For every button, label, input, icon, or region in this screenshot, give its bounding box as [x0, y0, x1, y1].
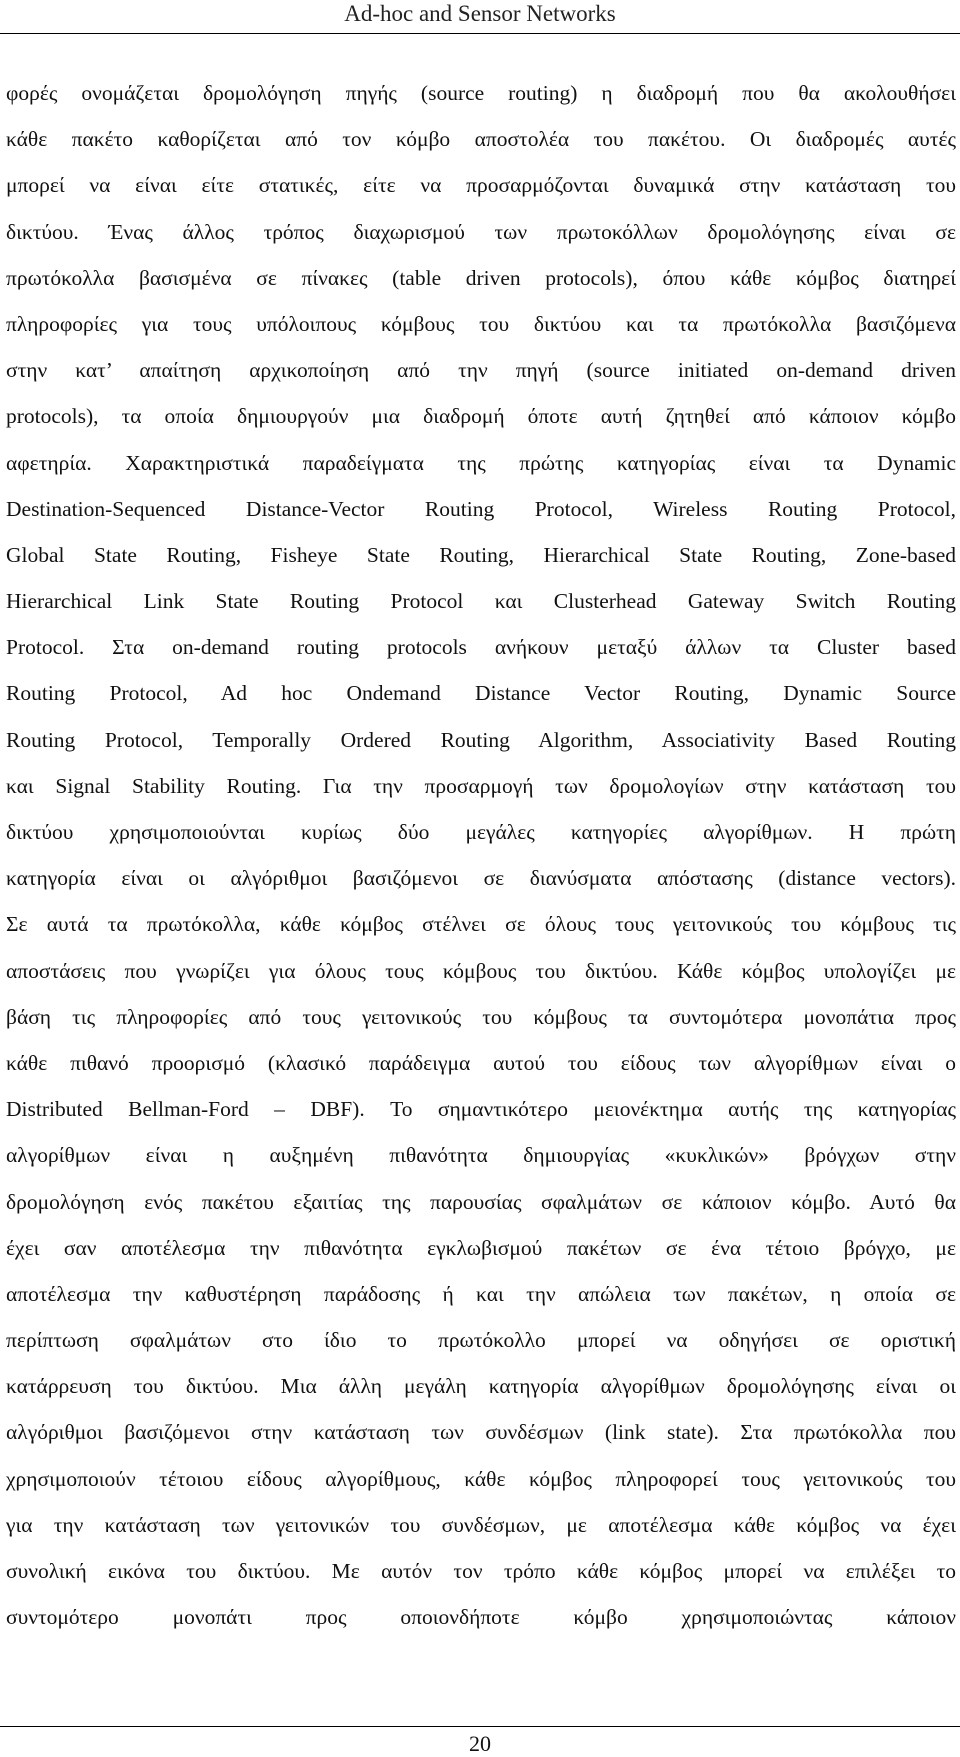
body-paragraph: [6, 70, 956, 1640]
text-line: αλγορίθμων είναι η αυξημένη πιθανότητα δημιουργίας «κυκλικών» βρόγχων στην: [6, 1143, 956, 1168]
text-line: συντομότερο μονοπάτι προς οποιονδήποτε κόμβο χρησιμοποιώντας κάποιον: [6, 1605, 956, 1630]
text-line: δρομολόγηση ενός πακέτου εξαιτίας της παρουσίας σφαλμάτων σε κάποιον κόμβο. Αυτό θα: [6, 1189, 956, 1214]
text-line: κατηγορία είναι οι αλγόριθμοι βασιζόμενοι σε διανύσματα απόστασης (distance vectors).: [6, 866, 956, 891]
text-line: συνολική εικόνα του δικτύου. Με αυτόν τον τρόπο κάθε κόμβος μπορεί να επιλέξει το: [6, 1559, 956, 1583]
text-line: πρωτόκολλα βασισμένα σε πίνακες (table driven protocols), όπου κάθε κόμβος διατηρεί: [6, 265, 956, 290]
text-line: κατάρρευση του δικτύου. Μια άλλη μεγάλη κατηγορία αλγορίθμων δρομολόγησης είναι οι: [6, 1374, 956, 1399]
text-line: έχει σαν αποτέλεσμα την πιθανότητα εγκλωβισμού πακέτων σε ένα τέτοιο βρόγχο, με: [6, 1235, 956, 1260]
text-line: Distributed Bellman-Ford – DBF). Το σημαντικότερο μειονέκτημα αυτής της κατηγορίας: [6, 1097, 956, 1122]
text-line: δικτύου χρησιμοποιούνται κυρίως δύο μεγάλες κατηγορίες αλγορίθμων. Η πρώτη: [6, 820, 956, 844]
text-line: δικτύου. Ένας άλλος τρόπος διαχωρισμού των πρωτοκόλλων δρομολόγησης είναι σε: [6, 219, 956, 244]
text-line: βάση τις πληροφορίες από τους γειτονικούς του κόμβους τα συντομότερα μονοπάτια προς: [6, 1004, 956, 1029]
text-line: Global State Routing, Fisheye State Routing, Hierarchical State Routing, Zone-based: [6, 542, 956, 567]
text-line: Σε αυτά τα πρωτόκολλα, κάθε κόμβος στέλνει σε όλους τους γειτονικούς του κόμβους τις: [6, 912, 956, 937]
text-line: μπορεί να είναι είτε στατικές, είτε να προσαρμόζονται δυναμικά στην κατάσταση του: [6, 173, 956, 198]
text-line: protocols), τα οποία δημιουργούν μια διαδρομή όποτε αυτή ζητηθεί από κάποιον κόμβο: [6, 404, 956, 429]
running-header: Ad-hoc and Sensor Networks: [344, 1, 616, 26]
text-line: φορές ονομάζεται δρομολόγηση πηγής (source routing) η διαδρομή που θα ακολουθήσει: [6, 81, 956, 105]
text-line: αποτέλεσμα την καθυστέρηση παράδοσης ή και την απώλεια των πακέτων, η οποία σε: [6, 1281, 956, 1306]
text-line: Routing Protocol, Temporally Ordered Routing Algorithm, Associativity Based Routing: [6, 727, 956, 752]
text-line: αφετηρία. Χαρακτηριστικά παραδείγματα της πρώτης κατηγορίας είναι τα Dynamic: [6, 450, 956, 475]
text-line: περίπτωση σφαλμάτων στο ίδιο το πρωτόκολλο μπορεί να οδηγήσει σε οριστική: [6, 1328, 956, 1353]
header-divider: [0, 33, 960, 34]
text-line: Protocol. Στα on-demand routing protocols ανήκουν μεταξύ άλλων τα Cluster based: [6, 635, 956, 660]
text-line: κάθε πιθανό προορισμό (κλασικό παράδειγμα αυτού του είδους των αλγορίθμων είναι ο: [6, 1050, 956, 1075]
text-line: χρησιμοποιούν τέτοιου είδους αλγορίθμους, κάθε κόμβος πληροφορεί τους γειτονικούς του: [6, 1466, 956, 1491]
text-line: και Signal Stability Routing. Για την προσαρμογή των δρομολογίων στην κατάσταση του: [6, 773, 956, 798]
text-line: αποστάσεις που γνωρίζει για όλους τους κόμβους του δικτύου. Κάθε κόμβος υπολογίζει με: [6, 958, 956, 983]
footer-divider: [0, 1726, 960, 1727]
page-number: 20: [469, 1731, 491, 1756]
text-line: αλγόριθμοι βασιζόμενοι στην κατάσταση των συνδέσμων (link state). Στα πρωτόκολλα που: [6, 1420, 956, 1445]
text-line: Routing Protocol, Ad hoc Ondemand Distance Vector Routing, Dynamic Source: [6, 681, 956, 706]
text-line: Destination-Sequenced Distance-Vector Routing Protocol, Wireless Routing Protocol,: [6, 496, 956, 521]
text-line: κάθε πακέτο καθορίζεται από τον κόμβο αποστολέα του πακέτου. Οι διαδρομές αυτές: [6, 127, 956, 152]
text-line: Hierarchical Link State Routing Protocol και Clusterhead Gateway Switch Routing: [6, 589, 956, 614]
text-line: για την κατάσταση των γειτονικών του συνδέσμων, με αποτέλεσμα κάθε κόμβος να έχει: [6, 1512, 956, 1537]
text-line: στην κατ’ απαίτηση αρχικοποίηση από την πηγή (source initiated on-demand driven: [6, 358, 956, 383]
text-line: πληροφορίες για τους υπόλοιπους κόμβους του δικτύου και τα πρωτόκολλα βασιζόμενα: [6, 311, 956, 336]
